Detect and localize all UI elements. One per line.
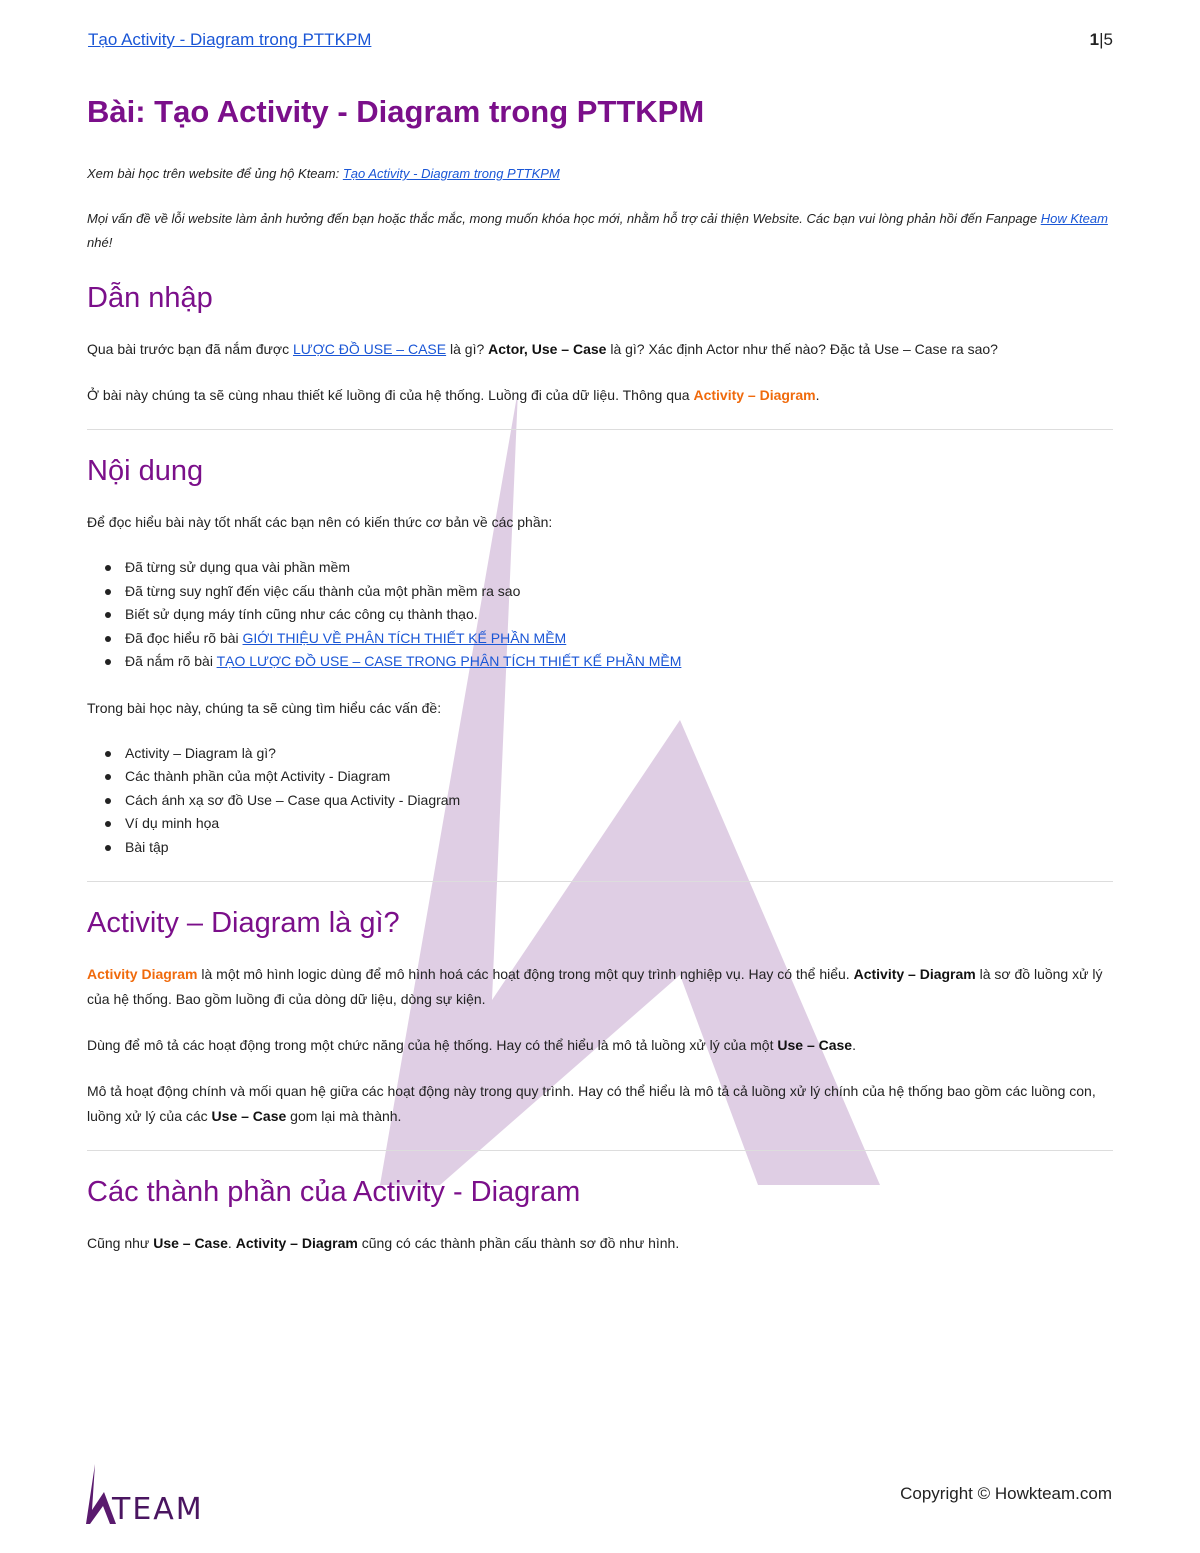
intro-feedback-text: Mọi vấn đề về lỗi website làm ảnh hưởng đến bạn hoặc thắc mắc, mong muốn khóa học mới, nhằm hỗ trợ cải thiện Website. Các bạn vui lòng phản hồi đến Fanpage How Kteam nhé! — [87, 211, 1108, 250]
dan-nhap-paragraph-1: Qua bài trước bạn đã nắm được LƯỢC ĐỒ USE – CASE là gì? Actor, Use – Case là gì? Xác định Actor như thế nào? Đặc tả Use – Case ra sao? — [87, 341, 998, 357]
list-item: Đã từng sử dụng qua vài phần mềm — [125, 556, 1113, 580]
page-current: 1 — [1089, 30, 1100, 49]
document-body — [87, 92, 1113, 1277]
list-item: Ví dụ minh họa — [125, 812, 1113, 836]
divider — [87, 1150, 1113, 1151]
page-separator: | — [1099, 30, 1104, 49]
divider — [87, 429, 1113, 430]
list-item: Các thành phần của một Activity - Diagram — [125, 765, 1113, 789]
intro-visit-text: Xem bài học trên website để ủng hộ Kteam: Tạo Activity - Diagram trong PTTKPM — [87, 166, 560, 181]
kteam-logo — [86, 1462, 226, 1532]
page-title: Bài: Tạo Activity - Diagram trong PTTKPM — [87, 94, 705, 129]
page-header — [88, 28, 1113, 56]
use-case-lesson-link[interactable]: TẠO LƯỢC ĐỒ USE – CASE TRONG PHÂN TÍCH THIẾT KẾ PHẦN MỀM — [216, 653, 682, 669]
activity-paragraph-3: Mô tả hoạt động chính và mối quan hệ giữa các hoạt động này trong quy trình. Hay có thể hiểu là mô tả cả luồng xử lý chính của hệ thống bao gồm các luồng con, luồng xử lý của các Use – Case gom lại mà thành. — [87, 1083, 1096, 1124]
list-item: Bài tập — [125, 836, 1113, 860]
section-heading-thanh-phan: Các thành phần của Activity - Diagram — [87, 1176, 581, 1208]
page-number — [1090, 30, 1113, 50]
section-heading-activity: Activity – Diagram là gì? — [87, 907, 400, 939]
activity-paragraph-2: Dùng để mô tả các hoạt động trong một chức năng của hệ thống. Hay có thể hiểu là mô tả luồng xử lý của một Use – Case. — [87, 1037, 856, 1053]
section-heading-noi-dung: Nội dung — [87, 455, 204, 487]
header-lesson-link[interactable]: Tạo Activity - Diagram trong PTTKPM — [88, 30, 372, 49]
list-item: Activity – Diagram là gì? — [125, 742, 1113, 766]
section-heading-dan-nhap: Dẫn nhập — [87, 282, 213, 314]
list-item: Đã từng suy nghĩ đến việc cấu thành của một phần mềm ra sao — [125, 580, 1113, 604]
activity-paragraph-1: Activity Diagram là một mô hình logic dùng để mô hình hoá các hoạt động trong một quy trình nghiệp vụ. Hay có thể hiểu. Activity – Diagram là sơ đồ luồng xử lý của hệ thống. Bao gồm luồng đi của dòng dữ liệu, dòng sự kiện. — [87, 966, 1103, 1007]
page-total: 5 — [1103, 30, 1113, 49]
topics-list — [87, 742, 1113, 860]
thanh-phan-paragraph: Cũng như Use – Case. Activity – Diagram cũng có các thành phần cấu thành sơ đồ như hình. — [87, 1235, 680, 1251]
list-item: Đã nắm rõ bài TẠO LƯỢC ĐỒ USE – CASE TRONG PHÂN TÍCH THIẾT KẾ PHẦN MỀM — [125, 650, 1113, 674]
use-case-link[interactable]: LƯỢC ĐỒ USE – CASE — [292, 341, 447, 357]
copyright-text: Copyright © Howkteam.com — [900, 1484, 1112, 1503]
noi-dung-intro: Để đọc hiểu bài này tốt nhất các bạn nên có kiến thức cơ bản về các phần: — [87, 514, 553, 530]
fanpage-link[interactable]: How Kteam — [1040, 211, 1108, 226]
intro-software-analysis-link[interactable]: GIỚI THIỆU VỀ PHÂN TÍCH THIẾT KẾ PHẦN MỀM — [242, 629, 567, 646]
list-item: Biết sử dụng máy tính cũng như các công cụ thành thạo. — [125, 603, 1113, 627]
prerequisite-list — [87, 556, 1113, 674]
list-item: Đã đọc hiểu rõ bài GIỚI THIỆU VỀ PHÂN TÍCH THIẾT KẾ PHẦN MỀM — [125, 627, 1113, 651]
list-item: Cách ánh xạ sơ đồ Use – Case qua Activity - Diagram — [125, 789, 1113, 813]
dan-nhap-paragraph-2: Ở bài này chúng ta sẽ cùng nhau thiết kế luồng đi của hệ thống. Luồng đi của dữ liệu. Thông qua Activity – Diagram. — [87, 387, 820, 403]
divider — [87, 881, 1113, 882]
logo-text: TEAM — [112, 1492, 204, 1527]
intro-visit-link[interactable]: Tạo Activity - Diagram trong PTTKPM — [342, 166, 560, 181]
topics-intro: Trong bài học này, chúng ta sẽ cùng tìm hiểu các vấn đề: — [87, 699, 442, 716]
